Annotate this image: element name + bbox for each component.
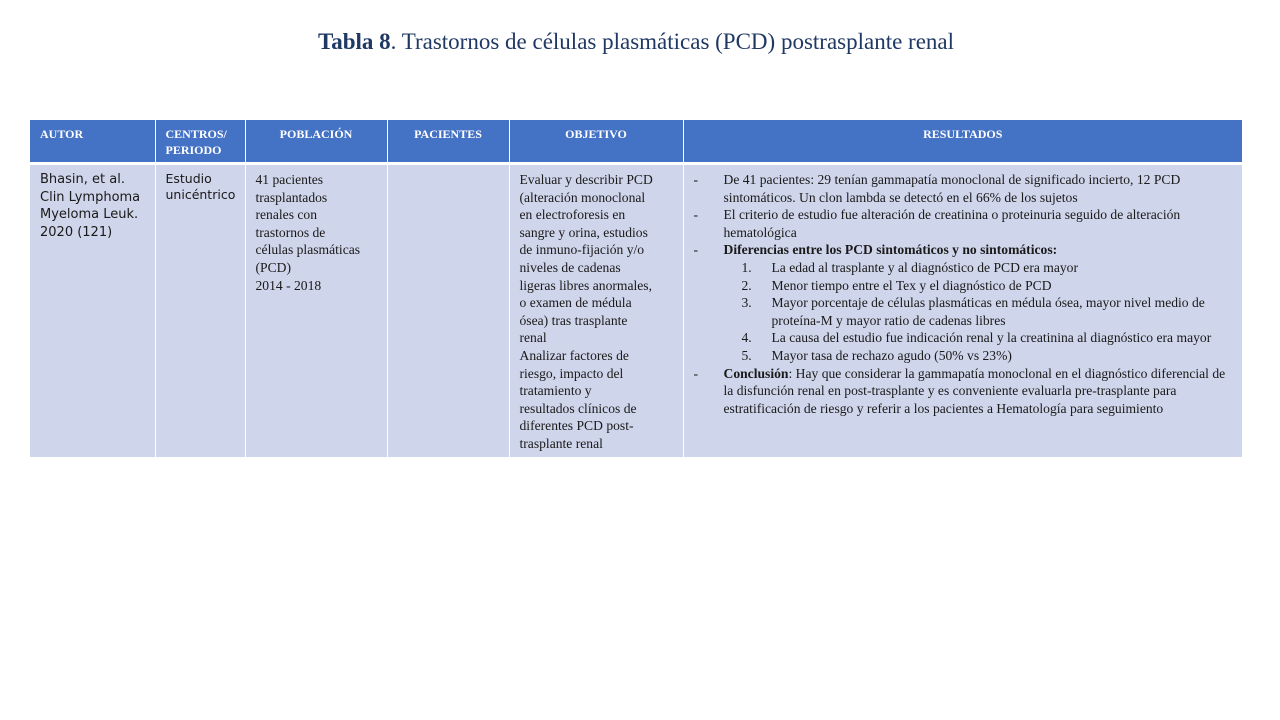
cell-objetivo	[509, 164, 683, 457]
cell-poblacion	[245, 164, 387, 457]
item-text: Menor tiempo entre el Tex y el diagnóstico de PCD	[771, 277, 1052, 293]
result-item	[694, 171, 1233, 206]
item-number: 5.	[741, 347, 752, 363]
objetivo-line: diferentes PCD post-	[519, 418, 634, 434]
header-centros: CENTROS/ PERIODO	[155, 120, 245, 164]
item-text: La causa del estudio fue indicación renal y la creatinina al diagnóstico era mayor	[771, 330, 1212, 346]
cell-pacientes	[387, 164, 509, 457]
dash-bullet: -	[693, 207, 699, 223]
numbered-item	[694, 259, 1233, 277]
header-resultados: RESULTADOS	[683, 120, 1242, 164]
result-heading: Diferencias entre los PCD sintomáticos y no sintomáticos:	[723, 242, 1058, 258]
cell-autor	[30, 164, 155, 457]
item-number: 3.	[741, 295, 752, 311]
objetivo-line: o examen de médula	[519, 295, 632, 311]
title-rest: . Trastornos de células plasmáticas (PCD) postrasplante renal	[390, 29, 955, 54]
numbered-item	[694, 294, 1233, 329]
objetivo-line: ligeras libres anormales,	[519, 277, 652, 293]
result-item	[694, 241, 1233, 259]
cell-centros	[155, 164, 245, 457]
item-number: 2.	[741, 277, 752, 293]
cell-resultados	[683, 164, 1242, 457]
objetivo-line: Evaluar y describir PCD	[519, 172, 653, 187]
header-pacientes: PACIENTES	[387, 120, 509, 164]
objetivo-line: ósea) tras trasplante	[519, 312, 628, 328]
objetivo-line: trasplante renal	[519, 435, 603, 451]
objetivo-line: en electroforesis en	[519, 207, 626, 223]
objetivo-line: resultados clínicos de	[519, 400, 637, 416]
header-poblacion: POBLACIÓN	[245, 120, 387, 164]
page-title	[0, 29, 1272, 55]
autor-line: Clin Lymphoma	[40, 189, 141, 205]
poblacion-line: 2014 - 2018	[255, 277, 322, 293]
numbered-item	[694, 347, 1233, 365]
header-autor: AUTOR	[30, 120, 155, 164]
numbered-item	[694, 329, 1233, 347]
poblacion-line: trastornos de	[255, 224, 326, 240]
objetivo-line: sangre y orina, estudios	[519, 224, 648, 240]
autor-line: Bhasin, et al.	[40, 172, 125, 187]
autor-line: 2020 (121)	[40, 224, 113, 240]
result-item	[694, 206, 1233, 241]
results-table	[30, 120, 1242, 457]
poblacion-line: trasplantados	[255, 189, 328, 205]
result-item	[694, 365, 1233, 418]
item-text: Mayor tasa de rechazo agudo (50% vs 23%)	[771, 347, 1012, 363]
result-text: El criterio de estudio fue alteración de creatinina o proteinuria seguido de alteración hematológica	[723, 207, 1181, 240]
objetivo-line: riesgo, impacto del	[519, 365, 624, 381]
conclusion-text: : Hay que considerar la gammapatía monoclonal en el diagnóstico diferencial de la disfunción renal en post-trasplante y es conveniente evaluarla pre-trasplante para estratificación de riesgo y referir a los pacientes a Hematología para seguimiento	[723, 365, 1226, 416]
item-number: 1.	[741, 259, 752, 275]
centros-line: unicéntrico	[165, 187, 236, 202]
objetivo-line: renal	[519, 330, 547, 346]
title-bold: Tabla 8	[317, 29, 391, 54]
objetivo-line: niveles de cadenas	[519, 259, 621, 275]
dash-bullet: -	[693, 172, 699, 187]
autor-line: Myeloma Leuk.	[40, 207, 139, 223]
dash-bullet: -	[693, 365, 699, 381]
item-number: 4.	[741, 330, 752, 346]
poblacion-line: células plasmáticas	[255, 242, 361, 258]
objetivo-line: (alteración monoclonal	[519, 189, 646, 205]
item-text: La edad al trasplante y al diagnóstico de PCD era mayor	[771, 259, 1079, 275]
table-row	[30, 164, 1242, 457]
dash-bullet: -	[693, 242, 699, 258]
conclusion-label: Conclusión	[723, 365, 789, 381]
objetivo-line: de inmuno-fijación y/o	[519, 242, 645, 258]
poblacion-line: 41 pacientes	[255, 172, 324, 187]
header-objetivo: OBJETIVO	[509, 120, 683, 164]
objetivo-line: tratamiento y	[519, 383, 592, 399]
poblacion-line: renales con	[255, 207, 318, 223]
objetivo-line: Analizar factores de	[519, 347, 629, 363]
table-header-row	[30, 120, 1242, 164]
poblacion-line: (PCD)	[255, 259, 291, 275]
centros-line: Estudio	[165, 171, 212, 186]
item-text: Mayor porcentaje de células plasmáticas en médula ósea, mayor nivel medio de proteína-M y mayor ratio de cadenas libres	[771, 295, 1205, 328]
result-text: De 41 pacientes: 29 tenían gammapatía monoclonal de significado incierto, 12 PCD sintomáticos. Un clon lambda se detectó en el 66% de los sujetos	[723, 172, 1181, 205]
numbered-item	[694, 277, 1233, 295]
